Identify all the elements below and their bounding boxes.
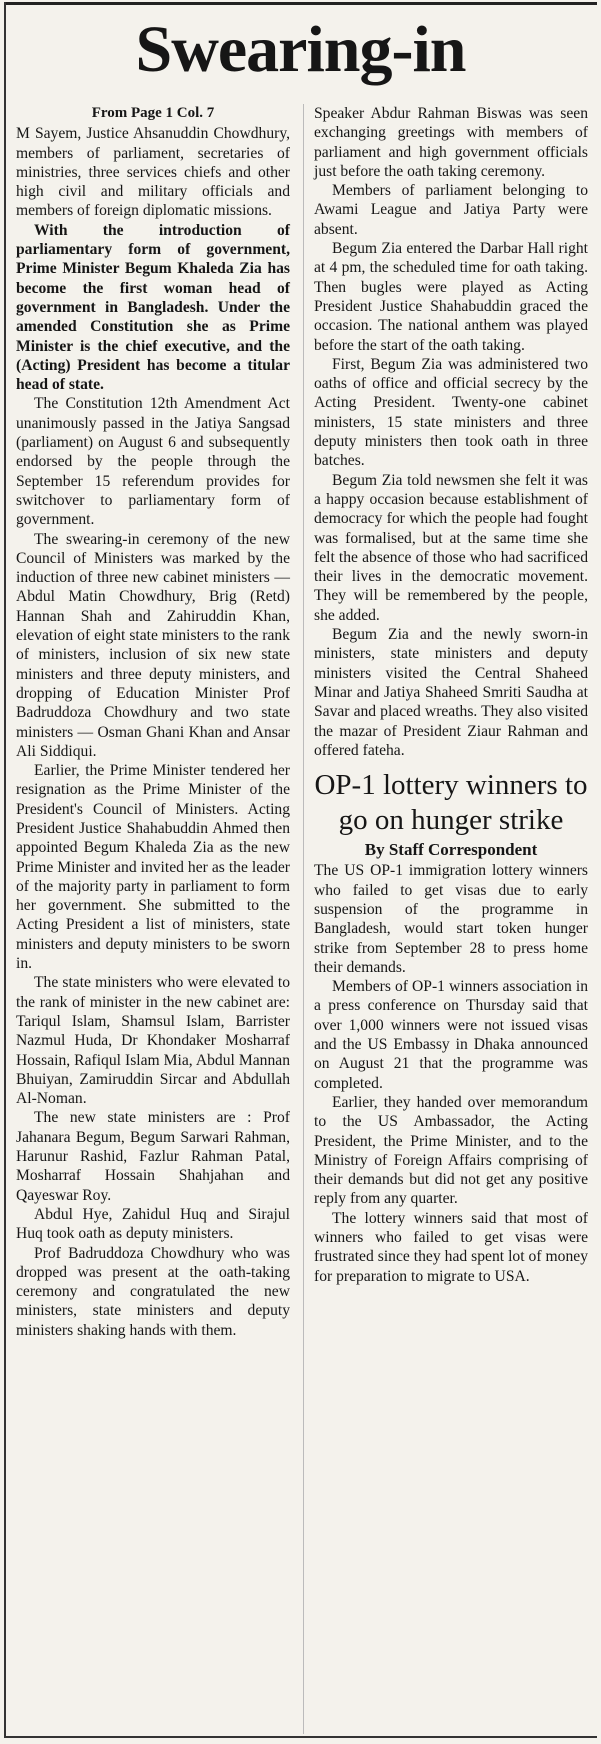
paragraph: Begum Zia entered the Darbar Hall right at 4 pm, the scheduled time for oath taking. Then bugles were played as Acting President Justice Shahabuddin graced the occasion. The national anthem was played before the start of the oath taking. — [314, 240, 588, 354]
paragraph: The state ministers who were elevated to the rank of minister in the new cabinet are: Tariqul Islam, Shamsul Islam, Barrister Nazmul Huda, Dr Khondaker Mosharraf Hossain, Rafiqul Islam Mia, Abdul Mannan Bhuiyan, Zamiruddin Sircar and Abdullah Al-Noman. — [16, 974, 290, 1108]
bottom-rule — [4, 1736, 597, 1738]
left-rule — [4, 2, 6, 1738]
paragraph: Speaker Abdur Rahman Biswas was seen exchanging greetings with members of parliament and high government officials just before the oath taking ceremony. — [314, 105, 588, 180]
paragraph: Members of parliament belonging to Awami League and Jatiya Party were absent. — [314, 182, 588, 238]
paragraph: Begum Zia told newsmen she felt it was a happy occasion because establishment of democracy for which the people had fought was formalised, but at the same time she felt the absence of those who had sacrificed their lives in the democratic movement. They will be remembered by the people, she added. — [314, 471, 588, 624]
paragraph: The Constitution 12th Amendment Act unanimously passed in the Jatiya Sangsad (parliament) on August 6 and subsequently endorsed by the people through the September 15 referendum provides for switchover to parliamentary form of government. — [16, 395, 290, 529]
paragraph: Members of OP-1 winners association in a press conference on Thursday said that over 1,000 winners were not issued visas and the US Embassy in Dhaka announced on August 21 that the programme was completed. — [314, 978, 588, 1092]
paragraph: The US OP-1 immigration lottery winners who failed to get visas due to early suspension of the programme in Bangladesh, would start token hunger strike from September 28 to press home their demands. — [314, 862, 588, 976]
byline: By Staff Correspondent — [364, 840, 538, 860]
left-column — [16, 104, 290, 1340]
paragraph: Abdul Hye, Zahidul Huq and Sirajul Huq took oath as deputy ministers. — [16, 1205, 290, 1243]
dateline: From Page 1 Col. 7 — [91, 105, 215, 121]
right-column — [314, 104, 588, 1286]
top-rule — [4, 2, 597, 5]
paragraph: The new state ministers are : Prof Jahanara Begum, Begum Sarwari Rahman, Harunur Rashid, Fazlur Rahman Patal, Mosharraf Hossain Shahjahan and Qayeswar Roy. — [16, 1109, 290, 1204]
paragraph: Prof Badruddoza Chowdhury who was dropped was present at the oath-taking ceremony and congratulated the new ministers, state ministers and deputy ministers shaking hands with them. — [16, 1244, 290, 1339]
paragraph: The swearing-in ceremony of the new Council of Ministers was marked by the induction of three new cabinet ministers — Abdul Matin Chowdhury, Brig (Retd) Hannan Shah and Zahiruddin Khan, elevation of eight state ministers to the rank of ministers, inclusion of six new state ministers and three deputy ministers, and dropping of Education Minister Prof Badruddoza Chowdhury and two state ministers — Osman Ghani Khan and Ansar Ali Siddiqui. — [16, 530, 290, 760]
paragraph: First, Begum Zia was administered two oaths of office and official secrecy by the Acting President. Twenty-one cabinet ministers, 15 state ministers and three deputy ministers then took oath in three batches. — [314, 355, 588, 470]
paragraph: With the introduction of parliamentary form of government, Prime Minister Begum Khaleda Zia has become the first woman head of government in Bangladesh. Under the amended Constitution she as Prime Minister is the chief executive, and the (Acting) President has become a titular head of state. — [16, 221, 290, 394]
second-headline: OP-1 lottery winners to go on hunger strike — [314, 769, 588, 837]
column-divider — [303, 104, 304, 1734]
paragraph: M Sayem, Justice Ahsanuddin Chowdhury, members of parliament, secretaries of ministries, three services chiefs and other high civil and military officials and members of foreign diplomatic missions. — [16, 125, 290, 220]
paragraph: Earlier, they handed over memorandum to the US Ambassador, the Acting President, the Prime Minister, and to the Ministry of Foreign Affairs comprising of their demands but did not get any positive reply from any quarter. — [314, 1093, 588, 1208]
paragraph: Earlier, the Prime Minister tendered her resignation as the Prime Minister of the President's Council of Ministers. Acting President Justice Shahabuddin Ahmed then appointed Begum Khaleda Zia as the new Prime Minister and invited her as the leader of the majority party in parliament to form her government. She submitted to the Acting President a list of ministers, state ministers and deputy ministers to be sworn in. — [16, 762, 290, 973]
headline: Swearing-in — [135, 13, 466, 86]
paragraph: Begum Zia and the newly sworn-in ministers, state ministers and deputy ministers visited the Central Shaheed Minar and Jatiya Shaheed Smriti Saudha at Savar and placed wreaths. They also visited the mazar of President Ziaur Rahman and offered fateha. — [314, 626, 588, 759]
paragraph: The lottery winners said that most of winners who failed to get visas were frustrated since they had spent lot of money for preparation to migrate to USA. — [314, 1209, 588, 1285]
